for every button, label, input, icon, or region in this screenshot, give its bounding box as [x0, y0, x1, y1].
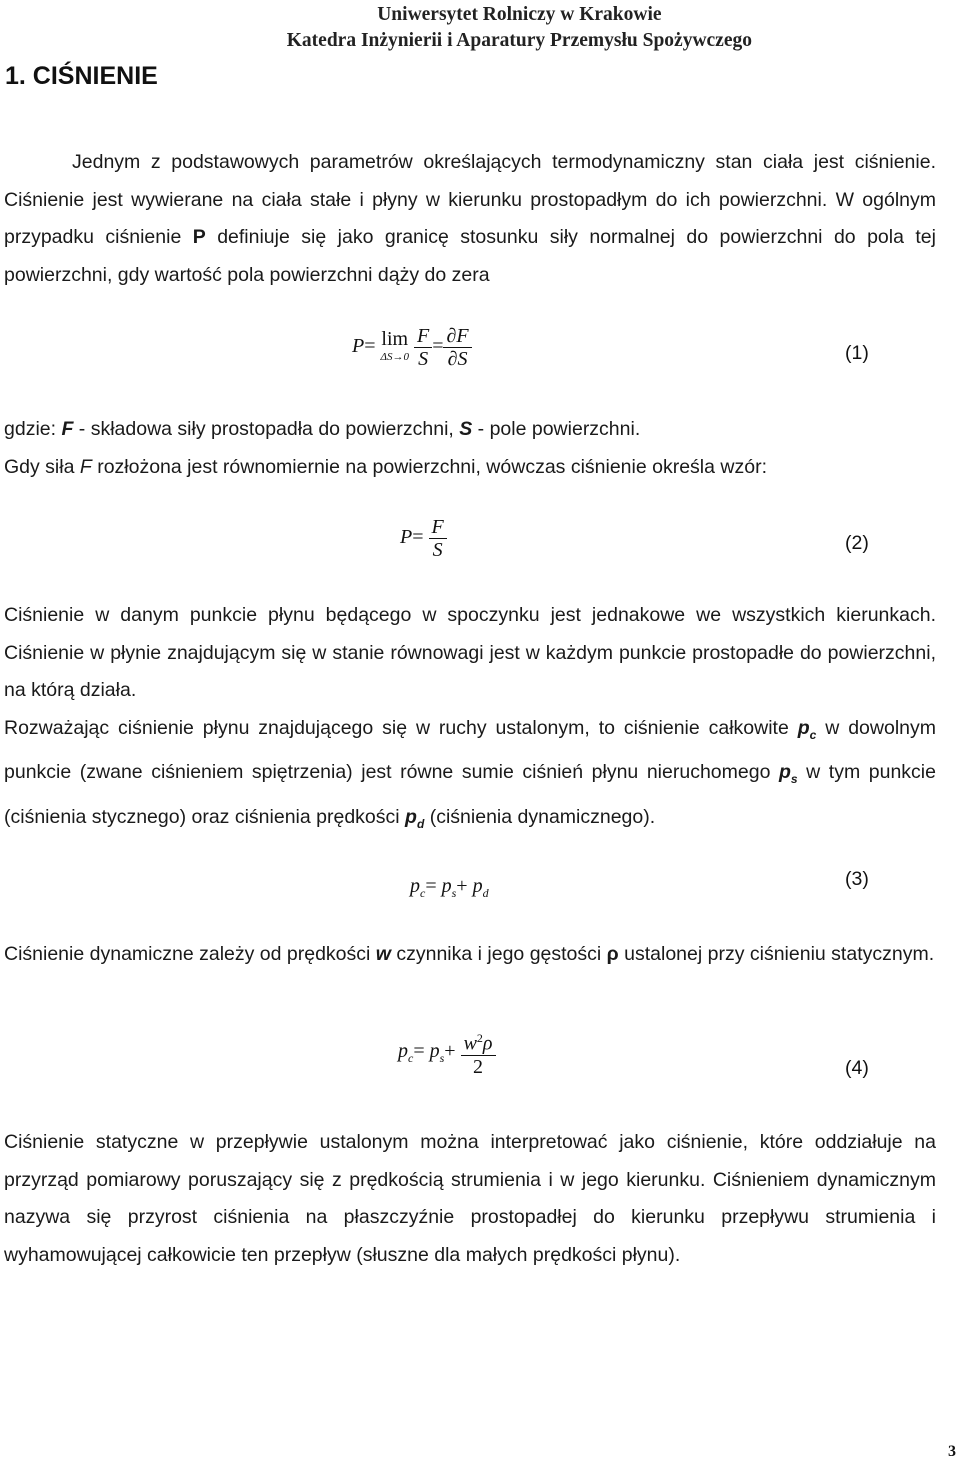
university-name: Uniwersytet Rolniczy w Krakowie	[377, 4, 662, 25]
equation-2: P= $\frac{F}{S}$	[400, 516, 447, 561]
equation-4: $p_c= p_s+$ $\frac{w^2\rho}{2}$	[398, 1027, 496, 1078]
symbol-P: P	[192, 226, 206, 248]
total-pressure-paragraph: Rozważając ciśnienie płynu znajdującego się w ruchy ustalonym, to ciśnienie całkowite $p_c$ w dowolnym punkcie (zwane ciśnieniem spiętrzenia) jest równe sumie ciśnień płynu nieruchomego $p_s$ w tym punkcie (ciśnienia stycznego) oraz ciśnienia prędkości $p_d$ (ciśnienia dynamicznego).	[4, 717, 936, 831]
dynamic-pressure-paragraph: Ciśnienie dynamiczne zależy od prędkości w czynnika i jego gęstości ρ ustalonej przy ciśnieniu statycznym.	[4, 943, 935, 965]
page-number: 3	[948, 1443, 956, 1460]
equation-1-number: (1)	[845, 342, 869, 364]
equation-2-number: (2)	[845, 532, 869, 554]
uniform-force-paragraph: Gdy siła F rozłożona jest równomiernie na powierzchni, wówczas ciśnienie określa wzór:	[4, 456, 767, 478]
department-name: Katedra Inżynierii i Aparatury Przemysłu Spożywczego	[286, 30, 752, 51]
document-header	[287, 2, 752, 54]
static-fluid-paragraph: Ciśnienie w danym punkcie płynu będącego w spoczynku jest jednakowe we wszystkich kierunkach. Ciśnienie w płynie znajdującym się w stanie równowagi jest w każdym punkcie prostopadłe do powierzchni, na którą działa.	[4, 604, 936, 701]
equation-3-number: (3)	[845, 868, 869, 890]
equation-4-number: (4)	[845, 1057, 869, 1079]
static-dynamic-paragraph: Ciśnienie statyczne w przepływie ustalonym można interpretować jako ciśnienie, które oddziałuje na przyrząd pomiarowy poruszający się z prędkością strumienia i w jego kierunku. Ciśnieniem dynamicznym nazywa się przyrost ciśnienia na płaszczyźnie prostopadłej do kierunku przepływu strumienia i wyhamowującej całkowicie ten przepływ (słuszne dla małych prędkości płynu).	[4, 1131, 936, 1266]
section-title: 1. CIŚNIENIE	[5, 62, 158, 90]
equation-3: $p_c= p_s+ p_d$	[410, 875, 489, 900]
definition-paragraph: gdzie: F - składowa siły prostopadła do powierzchni, S - pole powierzchni.	[4, 418, 641, 440]
intro-paragraph: Jednym z podstawowych parametrów określających termodynamiczny stan ciała jest ciśnienie. Ciśnienie jest wywierane na ciała stałe i płyny w kierunku prostopadłym do ich powierzchni. W ogólnym przypadku ciśnienie P definiuje się jako granicę stosunku siły normalnej do powierzchni do pola tej powierzchni, gdy wartość pola powierzchni dąży do zera	[4, 151, 936, 286]
equation-1: P= lim ΔS→0 $\frac{F}{S}$ = $\frac{\partial F}{\partial S}$	[352, 325, 472, 370]
